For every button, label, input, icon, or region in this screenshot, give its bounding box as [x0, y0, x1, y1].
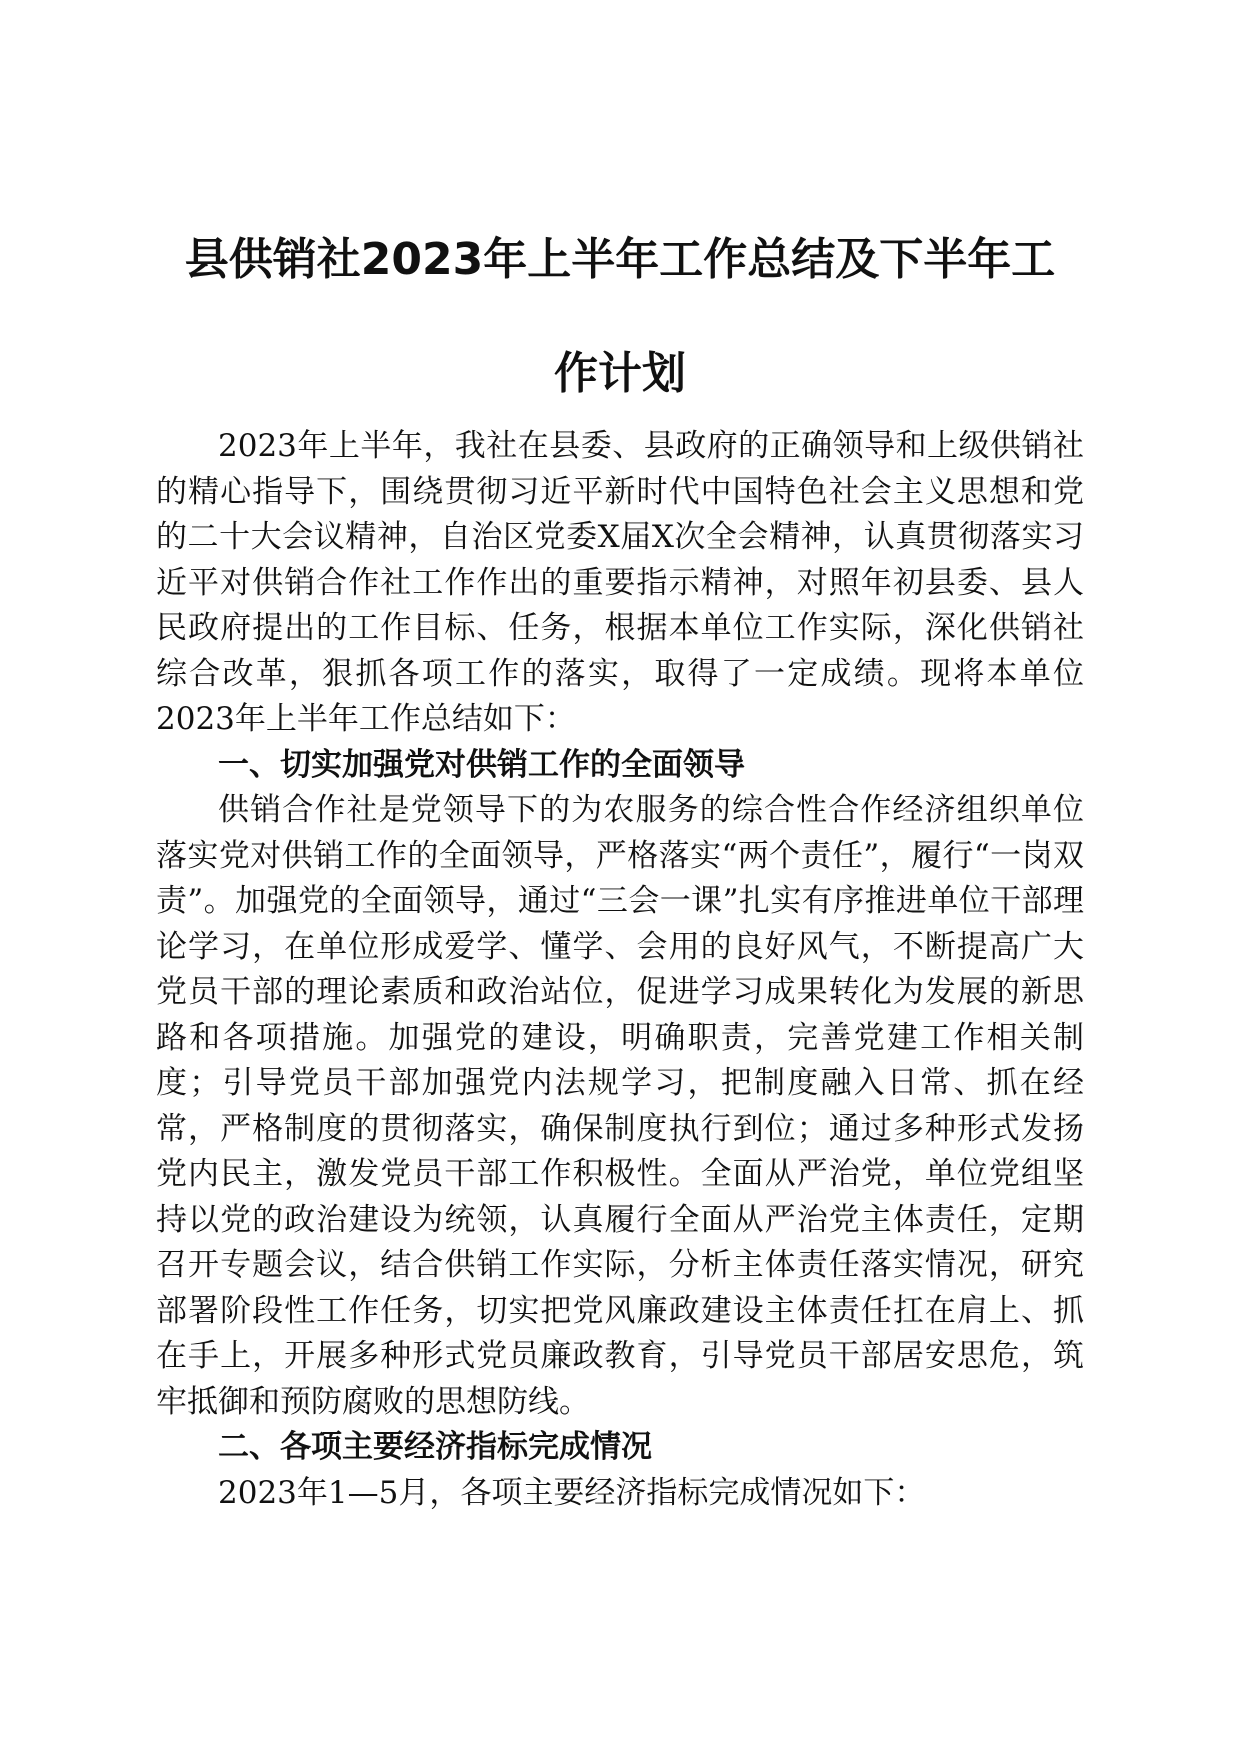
- section-1-paragraph: 供销合作社是党领导下的为农服务的综合性合作经济组织单位落实党对供销工作的全面领导，严格落实“两个责任”，履行“一岗双责”。加强党的全面领导，通过“三会一课”扎实有序推进单位干部理论学习，在单位形成爱学、懂学、会用的良好风气，不断提高广大党员干部的理论素质和政治站位，促进学习成果转化为发展的新思路和各项措施。加强党的建设，明确职责，完善党建工作相关制度；引导党员干部加强党内法规学习，把制度融入日常、抓在经常，严格制度的贯彻落实，确保制度执行到位；通过多种形式发扬党内民主，激发党员干部工作积极性。全面从严治党，单位党组坚持以党的政治建设为统领，认真履行全面从严治党主体责任，定期召开专题会议，结合供销工作实际，分析主体责任落实情况，研究部署阶段性工作任务，切实把党风廉政建设主体责任扛在肩上、抓在手上，开展多种形式党员廉政教育，引导党员干部居安思危，筑牢抵御和预防腐败的思想防线。: [156, 792, 1084, 1420]
- section-1-heading: 一、切实加强党对供销工作的全面领导: [218, 746, 745, 783]
- document-title-line-1: 县供销社2023年上半年工作总结及下半年工: [184, 234, 1056, 285]
- document-title-line-2: 作计划: [554, 348, 686, 399]
- section-2-paragraph: 2023年1—5月，各项主要经济指标完成情况如下：: [218, 1474, 926, 1511]
- section-2-heading: 二、各项主要经济指标完成情况: [218, 1429, 652, 1465]
- intro-paragraph: 2023年上半年，我社在县委、县政府的正确领导和上级供销社的精心指导下，围绕贯彻习近平新时代中国特色社会主义思想和党的二十大会议精神，自治区党委X届X次全会精神，认真贯彻落实习近平对供销合作社工作作出的重要指示精神，对照年初县委、县人民政府提出的工作目标、任务，根据本单位工作实际，深化供销社综合改革，狠抓各项工作的落实，取得了一定成绩。现将本单位2023年上半年工作总结如下：: [156, 428, 1084, 737]
- document-body: [156, 424, 1084, 1516]
